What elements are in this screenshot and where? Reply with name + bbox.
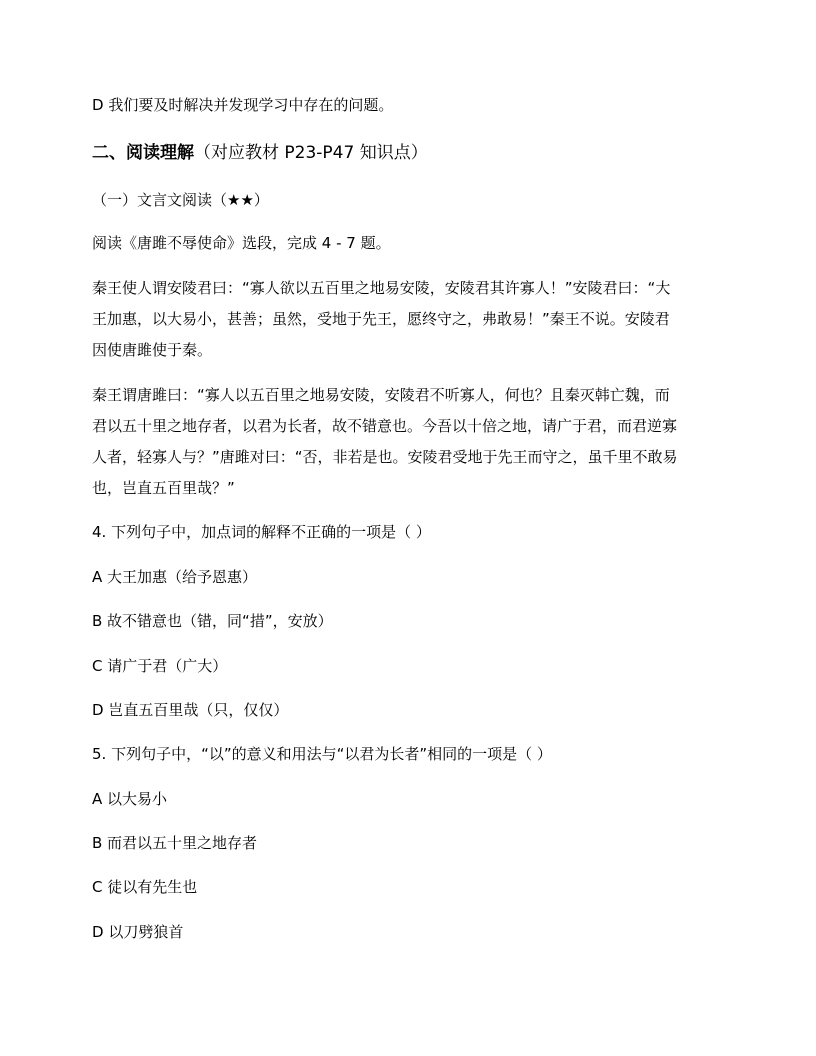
section-heading: [92, 142, 428, 164]
passage-line: 因使唐雎使于秦。: [92, 341, 213, 359]
section-heading-note: （对应教材 P23-P47 知识点）: [194, 143, 428, 163]
question-4-option-d: D 岂直五百里哉（只，仅仅）: [92, 701, 289, 719]
passage-line: 秦王谓唐雎曰：“寡人以五百里之地易安陵，安陵君不听寡人，何也？且秦灭韩亡魏，而: [92, 386, 670, 404]
passage-line: 也，岂直五百里哉？”: [92, 479, 235, 497]
question-5-option-d: D 以刀劈狼首: [92, 923, 184, 941]
passage-paragraph-1: [92, 273, 718, 366]
previous-option-d: D 我们要及时解决并发现学习中存在的问题。: [92, 96, 394, 114]
question-5-option-b: B 而君以五十里之地存者: [92, 834, 258, 852]
question-5-stem: 5. 下列句子中，“以”的意义和用法与“以君为长者”相同的一项是（ ）: [92, 745, 552, 763]
question-4-option-c: C 请广于君（广大）: [92, 657, 228, 675]
question-4-option-a: A 大王加惠（给予恩惠）: [92, 568, 258, 586]
passage-line: 秦王使人谓安陵君曰：“寡人欲以五百里之地易安陵，安陵君其许寡人！”安陵君曰：“大: [92, 279, 671, 297]
passage-line: 人者，轻寡人与？”唐雎对曰：“否，非若是也。安陵君受地于先王而守之，虽千里不敢易: [92, 448, 678, 466]
section-heading-main: 二、阅读理解: [92, 143, 194, 163]
question-5-option-c: C 徒以有先生也: [92, 878, 198, 896]
question-4-option-b: B 故不错意也（错，同“措”，安放）: [92, 612, 333, 630]
subsection-title: （一）文言文阅读（★★）: [92, 191, 269, 209]
question-4-stem: 4. 下列句子中，加点词的解释不正确的一项是（ ）: [92, 523, 431, 541]
passage-line: 王加惠，以大易小，甚善；虽然，受地于先王，愿终守之，弗敢易！”秦王不说。安陵君: [92, 310, 670, 328]
passage-line: 君以五十里之地存者，以君为长者，故不错意也。今吾以十倍之地，请广于君，而君逆寡: [92, 417, 678, 435]
passage-paragraph-2: [92, 380, 718, 504]
question-5-option-a: A 以大易小: [92, 790, 168, 808]
reading-instruction: 阅读《唐雎不辱使命》选段，完成 4 - 7 题。: [92, 234, 391, 252]
